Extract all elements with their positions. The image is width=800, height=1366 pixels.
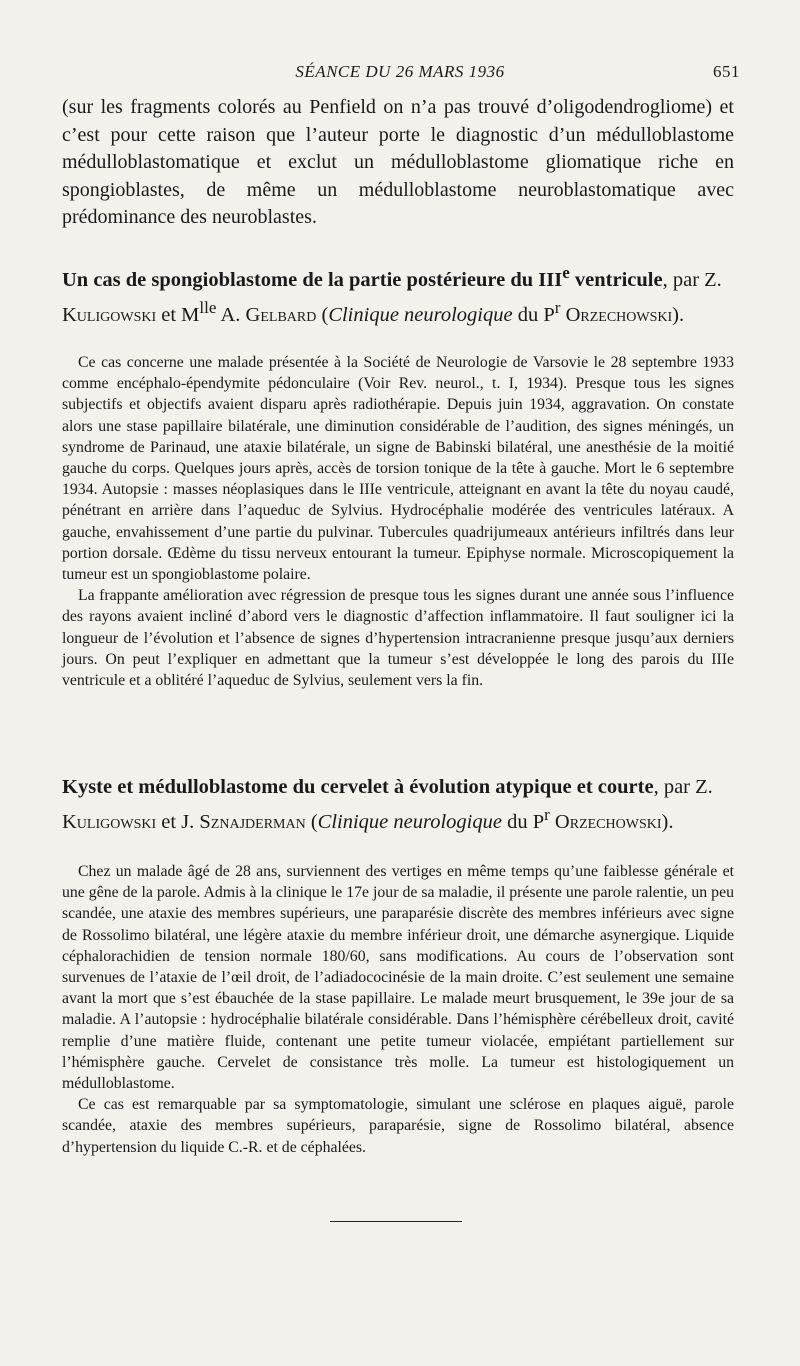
article2-by: , par Z. bbox=[653, 776, 713, 798]
article2-heading bbox=[62, 774, 734, 836]
article1-body bbox=[62, 352, 734, 691]
article2-body bbox=[62, 861, 734, 1158]
article2-author1: Kuligowski bbox=[62, 810, 157, 833]
article1-mlle-sup: lle bbox=[199, 297, 217, 317]
article1-by: , par Z. bbox=[662, 268, 722, 291]
running-head-title: SÉANCE DU 26 MARS 1936 bbox=[295, 62, 505, 81]
article1-pr-sup: r bbox=[554, 297, 561, 317]
article2-paragraph-1: Chez un malade âgé de 28 ans, surviennent des vertiges en même temps qu’une faiblesse générale et une gêne de la parole. Admis à la clinique le 17e jour de sa maladie, il présente une parole ralentie, un peu scandée, une ataxie des membres supérieurs, une paraparésie discrète des membres inférieurs avec signe de Rossolimo bilatéral, une légère ataxie du membre inférieur droit, une démarche asynergique. Liquide céphalorachidien de tension normale 180/60, sans modifications. Au cours de l’observation sont survenues de l’ataxie de l’œil droit, de l’adiadococinésie de la main droite. C’est seulement une semaine avant la mort que s’est ébauchée de la stase papillaire. Le malade meurt brusquement, le 39e jour de sa maladie. A l’autopsie : hydrocéphalie bilatérale considérable. Dans l’hémisphère cérébelleux droit, cavité remplie d’une matière fluide, contenant une petite tumeur violacée, empiétant partiellement sur l’hémisphère gauche. Cervelet de consistance très molle. La tumeur est histologiquement un médulloblastome. bbox=[62, 863, 734, 1093]
article2-pr-sup: r bbox=[544, 805, 550, 824]
article1-du-pr: du P bbox=[512, 303, 555, 326]
article2-prof: Orzechowski bbox=[554, 810, 662, 833]
article1-heading bbox=[62, 259, 734, 329]
intro-paragraph: (sur les fragments colorés au Penfield on n’a pas trouvé d’oligodendrogliome) et c’est pour cette raison que l’auteur porte le diagnostic d’un médulloblastome médulloblastomatique et exclut un médulloblastome gliomatique riche en spongioblastes, de même un médulloblastome neuroblastomatique avec prédominance des neuroblastes. bbox=[62, 96, 734, 228]
article1-title-b: ventricule bbox=[569, 268, 663, 291]
article1-title-sup: e bbox=[562, 263, 570, 282]
article1-paragraph-1: Ce cas concerne une malade présentée à la Société de Neurologie de Varsovie le 28 septembre 1933 comme encéphalo-épendymite pédonculaire (Voir Rev. neurol., t. I, 1934). Presque tous les signes subjectifs et objectifs avaient disparu après radiothérapie. Depuis juin 1934, aggravation. On constate alors une stase papillaire bilatérale, une diminution considérable de l’audition, des signes méningés, un syndrome de Parinaud, une ataxie bilatérale, un signe de Babinski bilatéral, une anesthésie de la moitié gauche du corps. Quelques jours après, accès de torsion tonique de la tête à gauche. Mort le 6 septembre 1934. Autopsie : masses néoplasiques dans le IIIe ventricule, atteignant en avant la tête du noyau caudé, pénétrant en arrière dans l’aqueduc de Sylvius. Hydrocéphalie modérée des ventricules latéraux. A gauche, envahissement d’une partie du pulvinar. Tubercules quadrijumeaux antérieurs infiltrés dans leur portion dorsale. Œdème du tissu nerveux entourant la tumeur. Epiphyse normale. Microscopiquement la tumeur est un spongioblastome polaire. bbox=[62, 354, 734, 584]
article1-author2-initial: A. bbox=[216, 303, 246, 326]
article1-title-a: Un cas de spongioblastome de la partie postérieure du III bbox=[62, 268, 563, 291]
article1-affil-open: ( bbox=[316, 303, 329, 326]
article1-author1: Kuligowski bbox=[62, 303, 157, 326]
article2-affil-close: ). bbox=[661, 810, 674, 833]
article2-du-pr: du P bbox=[501, 810, 545, 833]
article1-and: et M bbox=[156, 303, 200, 326]
article2-clinic: Clinique neurologique bbox=[317, 810, 502, 833]
end-rule bbox=[330, 1221, 462, 1222]
article2-and: et J. bbox=[156, 810, 200, 833]
page-number: 651 bbox=[713, 62, 740, 81]
article2-author2: Sznajderman bbox=[199, 810, 306, 833]
article1-paragraph-2: La frappante amélioration avec régression de presque tous les signes durant une année sous l’influence des rayons avaient incliné d’abord vers le diagnostic d’affection inflammatoire. Il faut souligner ici la longueur de l’évolution et l’absence de signes d’hypertension intracranienne presque jusqu’aux derniers jours. On peut l’expliquer en admettant que la tumeur s’est développée le long des parois du IIIe ventricule et a oblitéré l’aqueduc de Sylvius, seulement vers la fin. bbox=[62, 587, 734, 690]
article1-author2: Gelbard bbox=[245, 303, 317, 326]
running-head bbox=[60, 62, 740, 82]
article2-affil-open: ( bbox=[305, 810, 318, 833]
article1-affil-close: ). bbox=[672, 303, 685, 326]
article1-prof: Orzechowski bbox=[565, 303, 673, 326]
article2-title: Kyste et médulloblastome du cervelet à évolution atypique et courte bbox=[62, 776, 654, 798]
article1-clinic: Clinique neurologique bbox=[328, 303, 513, 326]
article2-paragraph-2: Ce cas est remarquable par sa symptomatologie, simulant une sclérose en plaques aiguë, parole scandée, ataxie des membres supérieurs, paraparésie, signe de Rossolimo bilatéral, absence d’hypertension du liquide C.-R. et de céphalées. bbox=[62, 1096, 734, 1156]
